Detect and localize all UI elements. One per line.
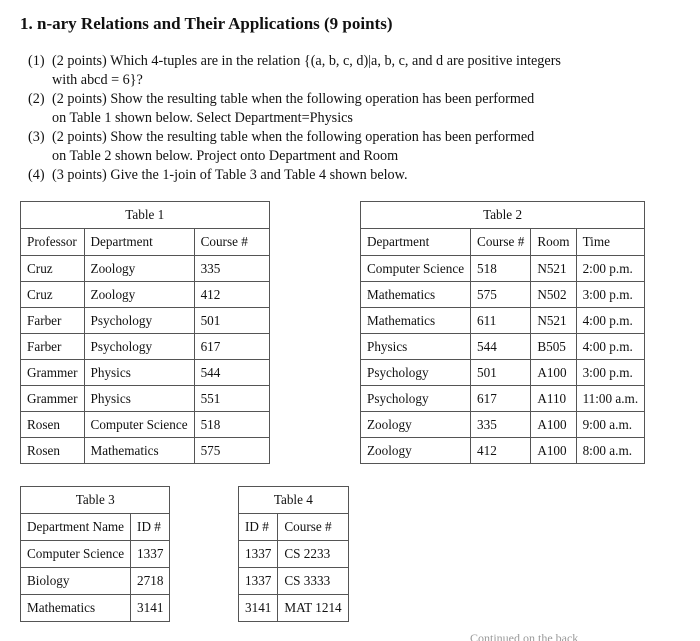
table-row xyxy=(21,256,270,282)
column-header: Room xyxy=(531,229,576,256)
table-cell: 544 xyxy=(194,360,269,386)
table-cell: Zoology xyxy=(84,282,194,308)
table-cell: CS 3333 xyxy=(278,568,348,595)
question-text-line: (2 points) Show the resulting table when the following operation has been performed xyxy=(52,129,535,145)
table-row xyxy=(361,334,645,360)
table-cell: 544 xyxy=(471,334,531,360)
table-cell: Grammer xyxy=(21,360,85,386)
table-cell: 335 xyxy=(471,412,531,438)
table-row xyxy=(361,308,645,334)
column-header: Department xyxy=(84,229,194,256)
section-title: 1. n-ary Relations and Their Applications (9 points) xyxy=(20,14,393,33)
table-row xyxy=(361,412,645,438)
question-number: (2) xyxy=(28,91,45,107)
table-row xyxy=(21,334,270,360)
table-row xyxy=(21,541,170,568)
table-cell: Cruz xyxy=(21,256,85,282)
question-number: (3) xyxy=(28,129,45,145)
table-row xyxy=(361,360,645,386)
table-header-row xyxy=(361,229,645,256)
table-cell: 8:00 a.m. xyxy=(576,438,645,464)
table-cell: 335 xyxy=(194,256,269,282)
table-cell: Computer Science xyxy=(84,412,194,438)
table-header-row xyxy=(21,229,270,256)
table-cell: 611 xyxy=(471,308,531,334)
table-cell: A100 xyxy=(531,360,576,386)
table-cell: 617 xyxy=(471,386,531,412)
question-text-line: on Table 2 shown below. Project onto Department and Room xyxy=(52,148,399,164)
table-2 xyxy=(360,201,645,464)
table-caption: Table 3 xyxy=(21,487,170,514)
table-cell: Biology xyxy=(21,568,131,595)
table-row xyxy=(361,282,645,308)
column-header: Professor xyxy=(21,229,85,256)
table-1 xyxy=(20,201,270,464)
question-4 xyxy=(28,166,668,185)
table-row xyxy=(361,256,645,282)
table-row xyxy=(21,360,270,386)
column-header: Course # xyxy=(278,514,348,541)
table-cell: 4:00 p.m. xyxy=(576,308,645,334)
column-header: Course # xyxy=(194,229,269,256)
table-cell: Cruz xyxy=(21,282,85,308)
table-cell: Rosen xyxy=(21,438,85,464)
table-cell: Psychology xyxy=(361,360,471,386)
table-row xyxy=(21,595,170,622)
table-cell: 575 xyxy=(471,282,531,308)
table-cell: Physics xyxy=(361,334,471,360)
table-cell: 617 xyxy=(194,334,269,360)
column-header: Time xyxy=(576,229,645,256)
table-cell: 3141 xyxy=(131,595,170,622)
table-cell: Physics xyxy=(84,386,194,412)
table-cell: MAT 1214 xyxy=(278,595,348,622)
table-cell: Psychology xyxy=(84,308,194,334)
table-row xyxy=(21,438,270,464)
table-cell: Psychology xyxy=(84,334,194,360)
table-cell: Mathematics xyxy=(84,438,194,464)
table-cell: 1337 xyxy=(239,541,278,568)
question-list xyxy=(28,52,668,185)
table-caption: Table 1 xyxy=(21,202,270,229)
column-header: Department xyxy=(361,229,471,256)
table-cell: 4:00 p.m. xyxy=(576,334,645,360)
table-cell: 3:00 p.m. xyxy=(576,360,645,386)
table-caption: Table 2 xyxy=(361,202,645,229)
question-text-line: on Table 1 shown below. Select Department=Physics xyxy=(52,110,353,126)
table-cell: 9:00 a.m. xyxy=(576,412,645,438)
table-cell: CS 2233 xyxy=(278,541,348,568)
table-cell: 3:00 p.m. xyxy=(576,282,645,308)
table-cell: Zoology xyxy=(361,412,471,438)
table-cell: 501 xyxy=(194,308,269,334)
table-row xyxy=(21,412,270,438)
question-text-line: (3 points) Give the 1-join of Table 3 and Table 4 shown below. xyxy=(52,167,408,183)
table-cell: 1337 xyxy=(239,568,278,595)
table-row xyxy=(361,386,645,412)
table-caption: Table 4 xyxy=(239,487,349,514)
column-header: Course # xyxy=(471,229,531,256)
table-cell: 551 xyxy=(194,386,269,412)
table-cell: 11:00 a.m. xyxy=(576,386,645,412)
question-2 xyxy=(28,90,668,128)
table-row xyxy=(239,595,349,622)
question-text-line: (2 points) Show the resulting table when the following operation has been performed xyxy=(52,91,535,107)
table-cell: A100 xyxy=(531,412,576,438)
table-row xyxy=(21,308,270,334)
table-cell: A110 xyxy=(531,386,576,412)
table-cell: 575 xyxy=(194,438,269,464)
table-cell: A100 xyxy=(531,438,576,464)
table-cell: Psychology xyxy=(361,386,471,412)
table-cell: N521 xyxy=(531,308,576,334)
cut-off-footer-text: Continued on the back xyxy=(470,632,579,641)
question-3 xyxy=(28,128,668,166)
table-cell: 412 xyxy=(194,282,269,308)
table-cell: Mathematics xyxy=(21,595,131,622)
question-text-line: with abcd = 6}? xyxy=(52,72,143,88)
table-3 xyxy=(20,486,170,622)
table-cell: Physics xyxy=(84,360,194,386)
question-1 xyxy=(28,52,668,90)
table-cell: Rosen xyxy=(21,412,85,438)
table-row xyxy=(239,568,349,595)
table-cell: Computer Science xyxy=(21,541,131,568)
table-row xyxy=(21,568,170,595)
table-cell: 2:00 p.m. xyxy=(576,256,645,282)
column-header: ID # xyxy=(239,514,278,541)
table-4 xyxy=(238,486,349,622)
table-row xyxy=(21,282,270,308)
table-cell: Mathematics xyxy=(361,282,471,308)
table-cell: 3141 xyxy=(239,595,278,622)
table-cell: Mathematics xyxy=(361,308,471,334)
table-cell: 518 xyxy=(471,256,531,282)
question-number: (4) xyxy=(28,167,45,183)
table-cell: Zoology xyxy=(361,438,471,464)
table-cell: 1337 xyxy=(131,541,170,568)
column-header: ID # xyxy=(131,514,170,541)
table-cell: Computer Science xyxy=(361,256,471,282)
question-text-line: (2 points) Which 4-tuples are in the relation {(a, b, c, d)|a, b, c, and d are positive integers xyxy=(52,53,561,69)
table-cell: B505 xyxy=(531,334,576,360)
table-cell: 2718 xyxy=(131,568,170,595)
column-header: Department Name xyxy=(21,514,131,541)
table-row xyxy=(361,438,645,464)
table-cell: 501 xyxy=(471,360,531,386)
question-number: (1) xyxy=(28,53,45,69)
table-header-row xyxy=(239,514,349,541)
table-cell: 412 xyxy=(471,438,531,464)
table-cell: N521 xyxy=(531,256,576,282)
table-row xyxy=(239,541,349,568)
table-cell: Grammer xyxy=(21,386,85,412)
table-cell: 518 xyxy=(194,412,269,438)
table-header-row xyxy=(21,514,170,541)
table-cell: Farber xyxy=(21,334,85,360)
table-cell: Farber xyxy=(21,308,85,334)
table-row xyxy=(21,386,270,412)
table-cell: Zoology xyxy=(84,256,194,282)
table-cell: N502 xyxy=(531,282,576,308)
